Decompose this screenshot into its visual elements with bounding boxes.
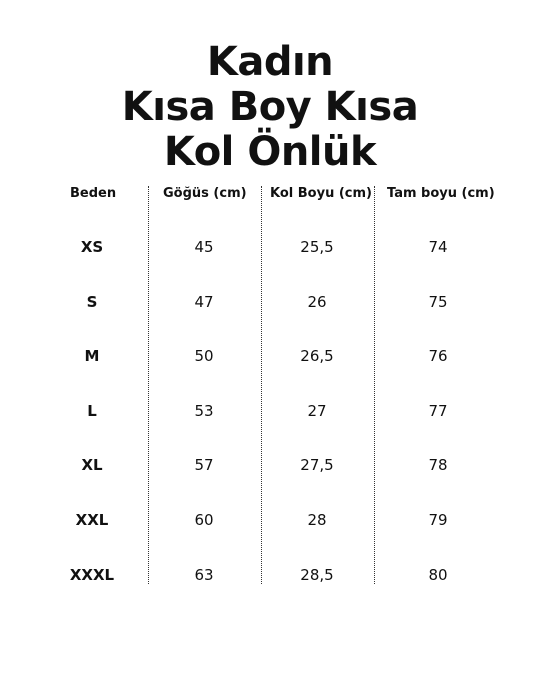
table-cell: 50	[194, 347, 214, 366]
table-cell: 27,5	[300, 456, 334, 475]
table-cell: 28,5	[300, 565, 334, 584]
header-gogus: Göğüs (cm)	[163, 186, 247, 201]
table-cell: 80	[428, 565, 448, 584]
table-cell: 63	[194, 565, 214, 584]
table-cell: 57	[194, 456, 214, 475]
table-cell: 77	[428, 401, 448, 420]
title-line-1: Kadın	[206, 39, 334, 85]
table-cell: 74	[428, 238, 448, 256]
table-cell: 53	[194, 401, 214, 420]
table-cell: 27	[307, 401, 327, 420]
size-label: XS	[80, 238, 104, 256]
header-kol-boyu: Kol Boyu (cm)	[270, 186, 372, 201]
column-divider	[261, 186, 262, 584]
size-label: L	[87, 401, 97, 420]
title-line-2: Kısa Boy Kısa	[121, 84, 419, 130]
table-cell: 60	[194, 511, 214, 529]
size-label: M	[84, 347, 100, 366]
column-divider	[148, 186, 149, 584]
size-label: XL	[81, 456, 103, 475]
size-label: XXL	[75, 511, 109, 529]
table-cell: 47	[194, 292, 214, 311]
header-tam-boyu: Tam boyu (cm)	[387, 186, 495, 201]
table-cell: 78	[428, 456, 448, 475]
column-divider	[374, 186, 375, 584]
size-label: XXXL	[69, 565, 115, 584]
table-cell: 28	[307, 511, 327, 529]
table-cell: 79	[428, 511, 448, 529]
table-cell: 76	[428, 347, 448, 366]
table-cell: 25,5	[300, 238, 334, 256]
table-cell: 26,5	[300, 347, 334, 366]
size-label: S	[86, 292, 98, 311]
header-beden: Beden	[70, 186, 117, 201]
table-cell: 45	[194, 238, 214, 256]
table-cell: 75	[428, 292, 448, 311]
table-cell: 26	[307, 292, 327, 311]
title-line-3: Kol Önlük	[163, 129, 377, 175]
